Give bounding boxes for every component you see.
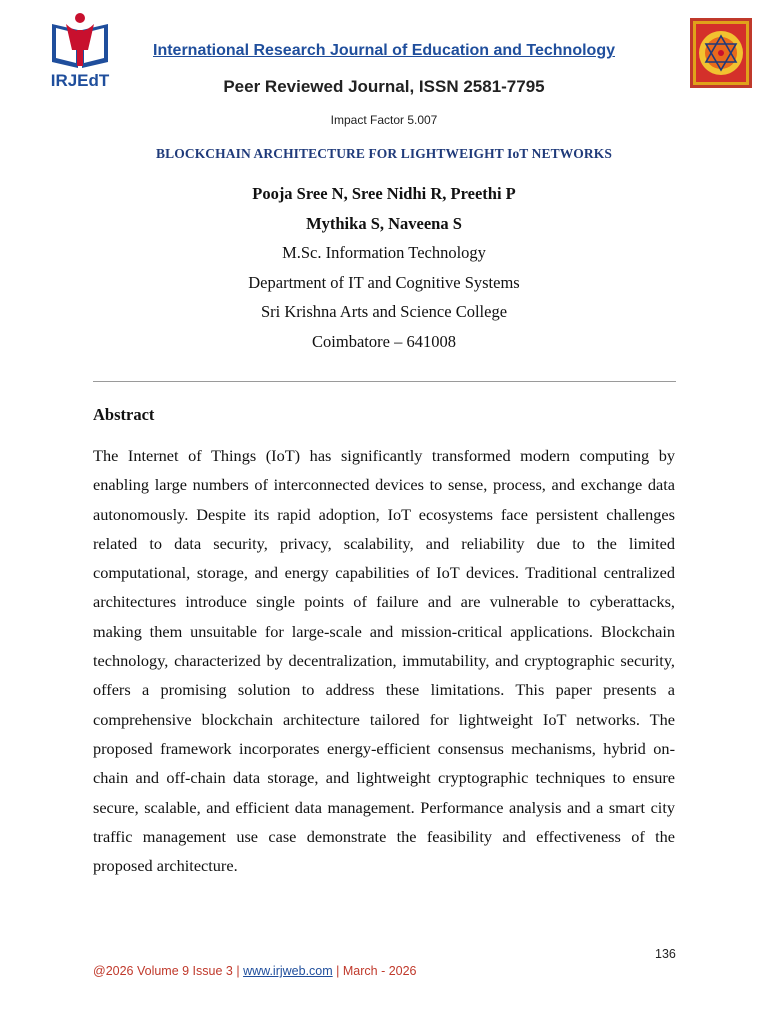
abstract-heading: Abstract [93, 405, 155, 424]
footer-issue: @2026 Volume 9 Issue 3 | [93, 964, 244, 978]
logo-text: IRJEdT [50, 71, 110, 90]
author-block [0, 179, 768, 356]
footer-date: | March - 2026 [332, 964, 417, 978]
journal-title[interactable]: International Research Journal of Education and Technology [153, 42, 615, 59]
affiliation-department: Department of IT and Cognitive Systems [248, 272, 520, 292]
page-number: 136 [655, 947, 676, 961]
affiliation-program: M.Sc. Information Technology [282, 243, 486, 262]
impact-factor: Impact Factor 5.007 [330, 113, 438, 127]
section-divider [93, 381, 676, 382]
affiliation-city: Coimbatore – 641008 [312, 331, 456, 351]
footer-website-link[interactable]: www.irjweb.com [243, 964, 333, 978]
footer-citation [93, 964, 417, 978]
authors-line-1: Pooja Sree N, Sree Nidhi R, Preethi P [252, 184, 516, 203]
abstract-text: The Internet of Things (IoT) has significantly transformed modern computing by enabling large numbers of interconnected devices to sense, process, and exchange data autonomously. Despite its rapid adoption, IoT ecosystems face persistent challenges related to data security, privacy, scalability, and reliability due to the limited computational, storage, and energy capabilities of IoT devices. Traditional centralized architectures introduce single points of failure and are vulnerable to cyberattacks, making them unsuitable for large-scale and mission-critical applications. Blockchain technology, characterized by decentralization, immutability, and cryptographic security, offers a promising solution to address these limitations. This paper presents a comprehensive blockchain architecture tailored for lightweight IoT networks. The proposed framework incorporates energy-efficient consensus mechanisms, hybrid on-chain and off-chain data storage, and lightweight cryptographic techniques to ensure secure, scalable, and efficient data management. Performance analysis and a smart city traffic management use case demonstrate the feasibility and effectiveness of the proposed architecture. [93, 446, 675, 876]
paper-title: BLOCKCHAIN ARCHITECTURE FOR LIGHTWEIGHT IoT NETWORKS [156, 146, 612, 161]
authors-line-2: Mythika S, Naveena S [306, 213, 462, 233]
affiliation-college: Sri Krishna Arts and Science College [260, 302, 508, 321]
journal-subtitle: Peer Reviewed Journal, ISSN 2581-7795 [223, 77, 545, 96]
